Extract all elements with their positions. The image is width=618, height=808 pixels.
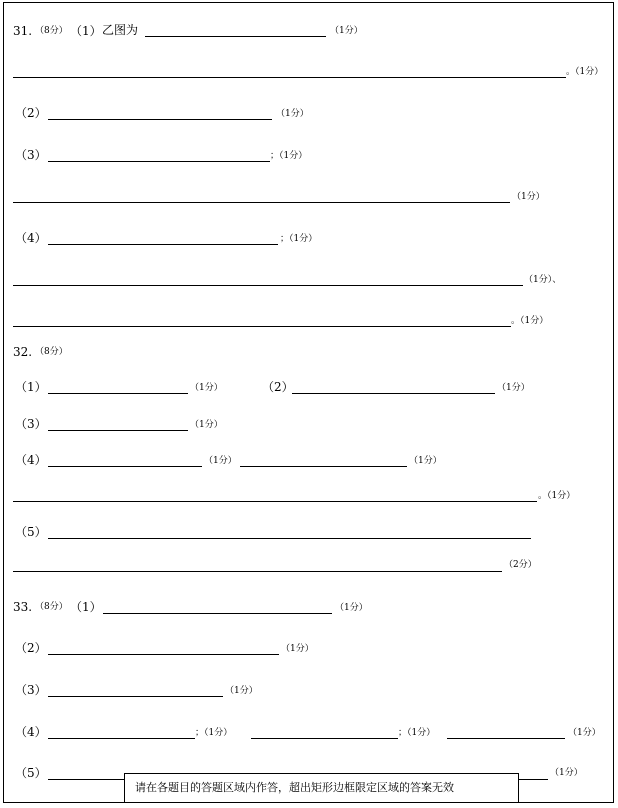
score-mark: （1分） bbox=[190, 383, 223, 393]
answer-line[interactable] bbox=[48, 738, 195, 739]
score-mark: （1分） bbox=[225, 686, 258, 696]
q32-part3-number: （3） bbox=[15, 417, 47, 431]
score-mark: （1分） bbox=[512, 192, 545, 202]
q33-part4-number: （4） bbox=[15, 725, 47, 739]
score-mark: ；（1分） bbox=[398, 728, 436, 738]
score-mark: （1分） bbox=[276, 109, 309, 119]
score-mark: ；（1分） bbox=[195, 728, 233, 738]
answer-area-notice: 请在各题目的答题区域内作答，超出矩形边框限定区域的答案无效 bbox=[124, 773, 519, 803]
score-mark: （2分） bbox=[504, 560, 537, 570]
score-mark: （1分）、 bbox=[524, 275, 562, 285]
score-mark: （1分） bbox=[550, 768, 583, 778]
q33-total: （8分） bbox=[35, 602, 68, 612]
q33-label: 33. bbox=[13, 600, 33, 614]
score-mark: （1分） bbox=[190, 420, 223, 430]
answer-line[interactable] bbox=[240, 466, 407, 467]
answer-line[interactable] bbox=[48, 393, 188, 394]
answer-line[interactable] bbox=[48, 161, 270, 162]
q32-label: 32. bbox=[13, 345, 33, 359]
answer-line[interactable] bbox=[13, 501, 537, 502]
answer-line[interactable] bbox=[292, 393, 495, 394]
q31-part4-number: （4） bbox=[15, 231, 47, 245]
q33-part2-number: （2） bbox=[15, 641, 47, 655]
answer-line[interactable] bbox=[48, 696, 223, 697]
score-mark: （1分） bbox=[281, 644, 314, 654]
answer-line[interactable] bbox=[48, 538, 531, 539]
score-mark: （1分） bbox=[204, 456, 237, 466]
answer-line[interactable] bbox=[13, 202, 510, 203]
answer-line[interactable] bbox=[13, 571, 502, 572]
q31-part2-number: （2） bbox=[15, 106, 47, 120]
score-mark: （1分） bbox=[568, 728, 601, 738]
q31-part1-text: 乙图为 bbox=[102, 23, 139, 37]
answer-line[interactable] bbox=[48, 119, 272, 120]
q32-part2-number: （2） bbox=[262, 380, 294, 394]
q31-part1-number: （1） bbox=[70, 24, 102, 38]
q33-part3-number: （3） bbox=[15, 683, 47, 697]
q32-part1-number: （1） bbox=[15, 380, 47, 394]
answer-line[interactable] bbox=[13, 326, 511, 327]
answer-line[interactable] bbox=[145, 36, 326, 37]
score-mark: 。（1分） bbox=[538, 491, 576, 501]
answer-line[interactable] bbox=[103, 613, 332, 614]
answer-line[interactable] bbox=[13, 285, 523, 286]
answer-line[interactable] bbox=[13, 77, 566, 78]
answer-line[interactable] bbox=[48, 466, 202, 467]
score-mark: ；（1分） bbox=[280, 234, 318, 244]
answer-line[interactable] bbox=[48, 244, 278, 245]
q32-part5-number: （5） bbox=[15, 525, 47, 539]
q32-part4-number: （4） bbox=[15, 453, 47, 467]
q33-part5-number: （5） bbox=[15, 766, 47, 780]
score-mark: （1分） bbox=[335, 603, 368, 613]
q33-part1-number: （1） bbox=[70, 600, 102, 614]
score-mark: （1分） bbox=[497, 383, 530, 393]
answer-line[interactable] bbox=[48, 654, 279, 655]
q31-part3-number: （3） bbox=[15, 148, 47, 162]
answer-line[interactable] bbox=[447, 738, 565, 739]
answer-line[interactable] bbox=[251, 738, 398, 739]
answer-line[interactable] bbox=[48, 430, 188, 431]
q31-total: （8分） bbox=[35, 26, 68, 36]
answer-line[interactable] bbox=[519, 779, 548, 780]
q32-total: （8分） bbox=[35, 347, 68, 357]
score-mark: （1分） bbox=[409, 456, 442, 466]
score-mark: （1分） bbox=[330, 26, 363, 36]
answer-frame bbox=[3, 2, 614, 803]
score-mark: ；（1分） bbox=[270, 151, 308, 161]
score-mark: 。（1分） bbox=[566, 67, 604, 77]
answer-line[interactable] bbox=[48, 779, 128, 780]
score-mark: 。（1分） bbox=[511, 316, 549, 326]
q31-label: 31. bbox=[13, 24, 33, 38]
